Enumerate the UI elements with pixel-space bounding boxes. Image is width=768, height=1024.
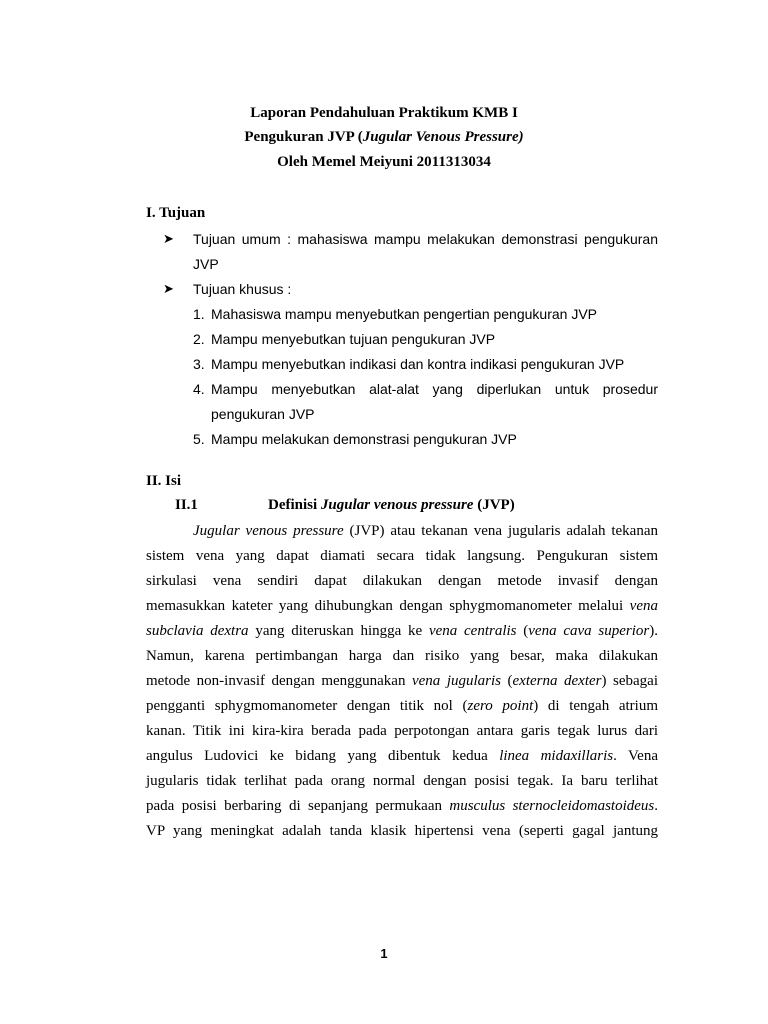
paragraph-line: sistem vena yang dapat diamati secara tidak langsung. Pengukuran sistem <box>146 548 658 564</box>
bullet-tujuan-umum-cont: JVP <box>193 256 219 272</box>
paragraph-line <box>146 748 658 765</box>
paragraph-line: kanan. Titik ini kira-kira berada pada perpotongan antara garis tegak lurus dari <box>146 723 658 739</box>
paragraph-text: yang diteruskan hingga ke <box>248 623 429 639</box>
paragraph-line <box>146 623 658 640</box>
paragraph-line: jugularis tidak terlihat pada orang normal dengan posisi tegak. Ia baru terlihat <box>146 773 658 789</box>
subsection-title-c: (JVP) <box>473 497 515 513</box>
list-item-number: 5. <box>193 431 205 447</box>
paragraph-line <box>146 798 658 815</box>
bullet-tujuan-umum: Tujuan umum : mahasiswa mampu melakukan demonstrasi pengukuran <box>193 231 658 247</box>
subsection-number: II.1 <box>175 497 198 513</box>
list-item-number: 2. <box>193 331 205 347</box>
paragraph-text: . <box>654 798 658 814</box>
subsection-title <box>268 497 515 514</box>
paragraph-line: Namun, karena pertimbangan harga dan risiko yang besar, maka dilakukan <box>146 648 658 664</box>
paragraph-text: ). <box>649 623 658 639</box>
paragraph-line <box>193 523 658 540</box>
italic-term: externa dexter <box>512 673 602 689</box>
paragraph-line <box>146 673 658 690</box>
paragraph-text: pengganti sphygmomanometer dengan titik nol ( <box>146 698 468 714</box>
paragraph-text: ( <box>516 623 529 639</box>
paragraph-text: (JVP) atau tekanan vena jugularis adalah tekanan <box>343 523 658 539</box>
italic-term: vena jugularis <box>411 673 501 689</box>
list-item: Mahasiswa mampu menyebutkan pengertian pengukuran JVP <box>211 306 598 322</box>
italic-term: vena <box>629 598 658 614</box>
paragraph-line <box>146 698 658 715</box>
subsection-title-italic: Jugular venous pressure <box>320 497 474 513</box>
arrow-bullet-icon: ➤ <box>163 281 174 296</box>
list-item-number: 1. <box>193 306 205 322</box>
paragraph-text: ( <box>501 673 513 689</box>
report-title: Laporan Pendahuluan Praktikum KMB I <box>250 105 518 121</box>
bullet-tujuan-khusus: Tujuan khusus : <box>193 281 292 297</box>
paragraph-line: VP yang meningkat adalah tanda klasik hipertensi vena (seperti gagal jantung <box>146 823 658 839</box>
italic-term: linea midaxillaris <box>499 748 614 764</box>
section-heading-isi: II. Isi <box>146 473 182 489</box>
page-number: 1 <box>380 946 388 961</box>
paragraph-text: ) sebagai <box>601 673 658 689</box>
report-subtitle <box>0 129 768 146</box>
paragraph-text: ) di tengah atrium <box>533 698 658 714</box>
italic-term: Jugular venous pressure <box>193 523 344 539</box>
list-item: Mampu menyebutkan indikasi dan kontra indikasi pengukuran JVP <box>211 356 625 372</box>
list-item-number: 4. <box>193 381 205 397</box>
paragraph-text: memasukkan kateter yang dihubungkan dengan sphygmomanometer melalui <box>146 598 630 614</box>
italic-term: musculus sternocleidomastoideus <box>449 798 655 814</box>
paragraph-text: metode non-invasif dengan menggunakan <box>146 673 412 689</box>
italic-term: zero point <box>467 698 534 714</box>
section-heading-tujuan: I. Tujuan <box>146 205 206 221</box>
italic-term: vena centralis <box>428 623 517 639</box>
italic-term: subclavia dextra <box>146 623 249 639</box>
subtitle-italic: Jugular Venous Pressure) <box>362 129 524 145</box>
arrow-bullet-icon: ➤ <box>163 231 174 246</box>
report-author: Oleh Memel Meiyuni 2011313034 <box>277 154 491 170</box>
subtitle-text: Pengukuran JVP ( <box>244 129 363 145</box>
list-item: Mampu menyebutkan alat-alat yang diperlukan untuk prosedur <box>211 381 658 397</box>
subsection-title-a: Definisi <box>268 497 321 513</box>
list-item: Mampu melakukan demonstrasi pengukuran JVP <box>211 431 517 447</box>
paragraph-line <box>146 598 658 615</box>
paragraph-text: pada posisi berbaring di sepanjang permukaan <box>146 798 450 814</box>
paragraph-line: sirkulasi vena sendiri dapat dilakukan dengan metode invasif dengan <box>146 573 658 589</box>
paragraph-text: . Vena <box>613 748 658 764</box>
list-item: Mampu menyebutkan tujuan pengukuran JVP <box>211 331 496 347</box>
list-item-cont: pengukuran JVP <box>211 406 315 422</box>
list-item-number: 3. <box>193 356 205 372</box>
italic-term: vena cava superior <box>528 623 650 639</box>
paragraph-text: angulus Ludovici ke bidang yang dibentuk kedua <box>146 748 500 764</box>
